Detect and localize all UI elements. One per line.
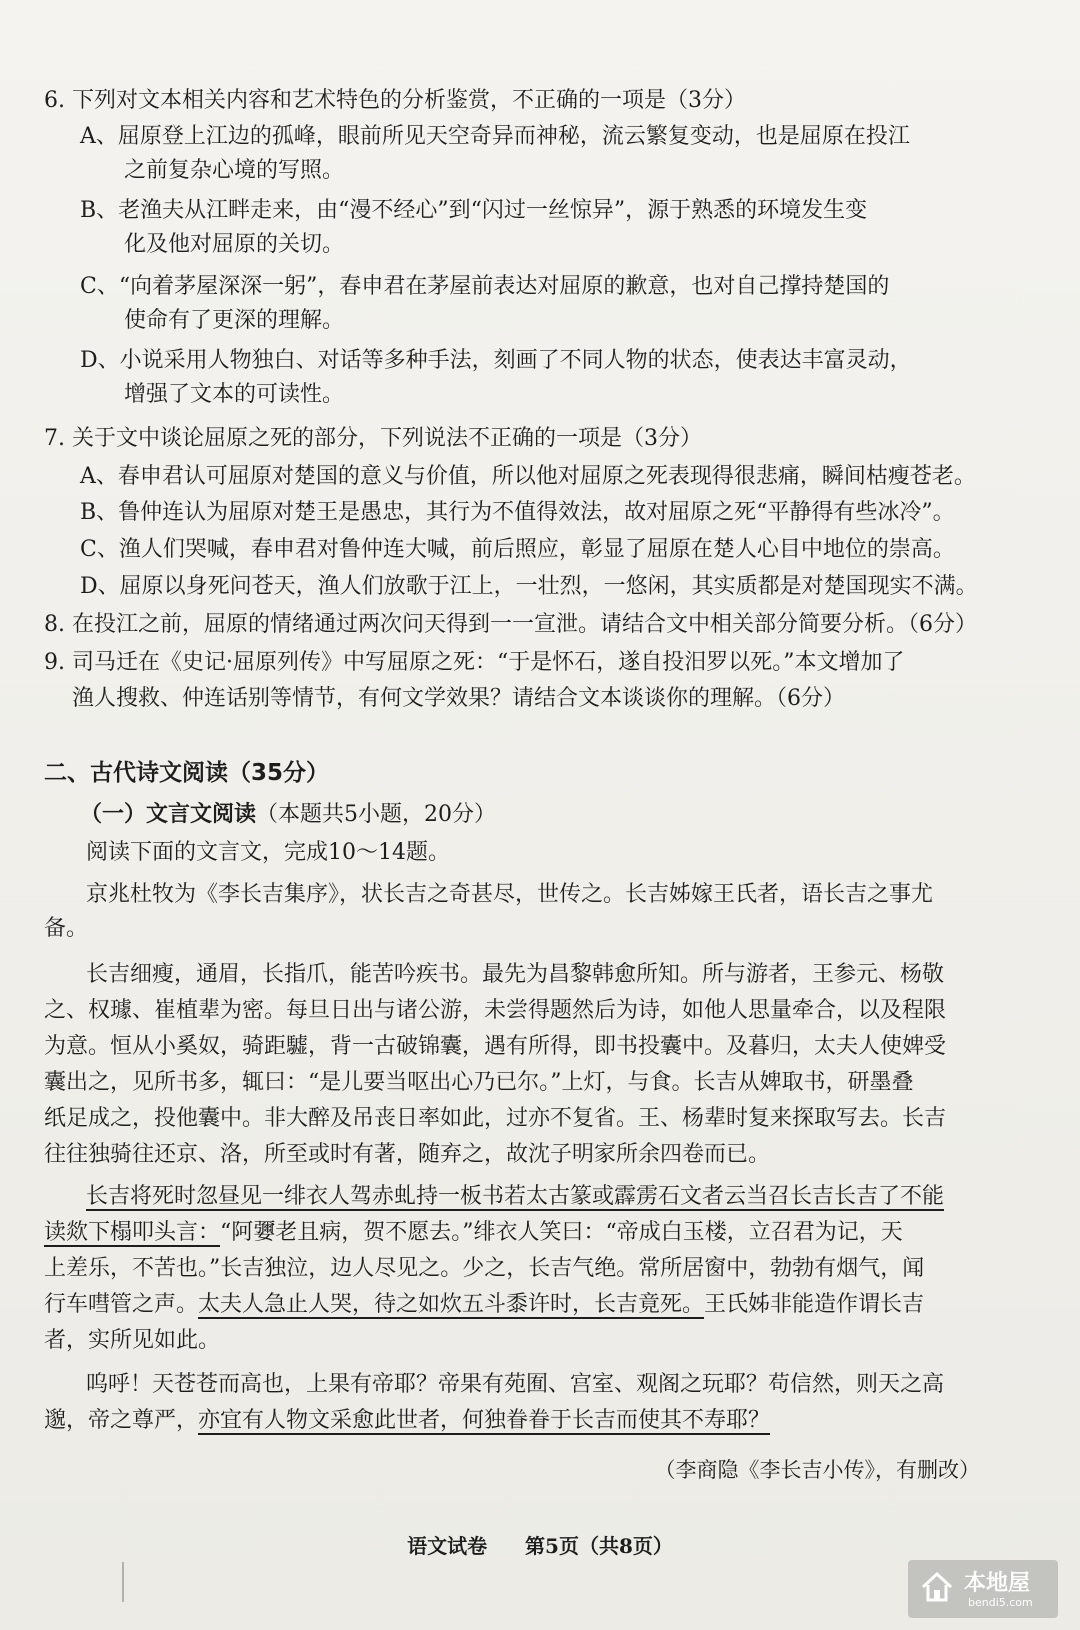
q6-option-c: C、“向着茅屋深深一躬”，春申君在茅屋前表达对屈原的歉意，也对自己撑持楚国的 xyxy=(80,274,890,299)
passage-p3-line2-rest: “阿㜷老且病，贺不愿去。”绯衣人笑曰：“帝成白玉楼，立召君为记，天 xyxy=(220,1220,903,1245)
passage-p4-line1: 呜呼！天苍苍而高也，上果有帝耶？帝果有苑囿、宫室、观阁之玩耶？苟信然，则天之高 xyxy=(86,1372,945,1397)
q8: 8. 在投江之前，屈原的情绪通过两次问天得到一一宣泄。请结合文中相关部分简要分析。（6分） xyxy=(44,612,977,637)
watermark-logo xyxy=(908,1560,1058,1618)
house-icon xyxy=(920,1570,954,1604)
passage-p1-line1: 京兆杜牧为《李长吉集序》，状长吉之奇甚尽，世传之。长吉姊嫁王氏者，语长吉之事尤 xyxy=(86,882,934,907)
passage-p2-line5: 纸足成之，投他囊中。非大醉及吊丧日率如此，过亦不复省。王、杨辈时复来探取写去。长吉 xyxy=(44,1106,947,1131)
passage-p4-line2-start: 邈，帝之尊严， xyxy=(44,1408,199,1433)
passage-p3-line4-start: 行车嘒管之声。 xyxy=(44,1292,199,1317)
underlined-sentence: 读欻下榻叩头言： xyxy=(44,1220,221,1245)
q6-option-d: D、小说采用人物独白、对话等多种手法，刻画了不同人物的状态，使表达丰富灵动， xyxy=(80,348,912,373)
q7-stem: 7. 关于文中谈论屈原之死的部分，下列说法不正确的一项是（3分） xyxy=(44,426,702,451)
q9-line1: 9. 司马迁在《史记·屈原列传》中写屈原之死：“于是怀石，遂自投汨罗以死。”本文增加了 xyxy=(44,650,905,675)
passage-p2-line4: 囊出之，见所书多，辄曰：“是儿要当呕出心乃已尔。”上灯，与食。长吉从婢取书，研墨叠 xyxy=(44,1070,914,1095)
q6-option-b-cont: 化及他对屈原的关切。 xyxy=(124,232,345,257)
passage-p3-line5: 者，实所见如此。 xyxy=(44,1328,221,1353)
q6-option-a-cont: 之前复杂心境的写照。 xyxy=(124,158,345,183)
passage-p3-line2 xyxy=(44,1218,903,1248)
passage-p4-line2 xyxy=(44,1406,770,1436)
passage-p3-line4-end: 王氏姊非能造作谓长吉 xyxy=(704,1292,925,1317)
passage-p2-line6: 往往独骑往还京、洛，所至或时有著，随弃之，故沈子明家所余四卷而已。 xyxy=(44,1142,771,1167)
q7-option-c: C、渔人们哭喊，春申君对鲁仲连大喊，前后照应，彰显了屈原在楚人心目中地位的崇高。 xyxy=(80,537,955,562)
subsection-note: （本题共5小题，20分） xyxy=(256,802,497,827)
underlined-sentence: 亦宜有人物文采愈此世者，何独眷眷于长吉而使其不寿耶？ xyxy=(198,1408,771,1433)
passage-p2-line1: 长吉细瘦，通眉，长指爪，能苦吟疾书。最先为昌黎韩愈所知。所与游者，王参元、杨敬 xyxy=(86,962,945,987)
q6-option-a: A、屈原登上江边的孤峰，眼前所见天空奇异而神秘，流云繁复变动，也是屈原在投江 xyxy=(80,124,910,149)
page-footer xyxy=(0,1530,1080,1559)
q6-stem: 6. 下列对文本相关内容和艺术特色的分析鉴赏，不正确的一项是（3分） xyxy=(44,88,746,113)
passage-p1-line2: 备。 xyxy=(44,916,89,941)
footer-page-number: 第5页（共8页） xyxy=(525,1534,673,1558)
q9-line2: 渔人搜救、仲连话别等情节，有何文学效果？请结合文本谈谈你的理解。（6分） xyxy=(72,686,845,711)
passage-p2-line2: 之、权璩、崔植辈为密。每旦日出与诸公游，未尝得题然后为诗，如他人思量牵合，以及程限 xyxy=(44,998,947,1023)
underlined-sentence: 太夫人急止人哭，待之如炊五斗黍许时，长吉竟死。 xyxy=(198,1292,705,1317)
q7-option-a: A、春申君认可屈原对楚国的意义与价值，所以他对屈原之死表现得很悲痛，瞬间枯瘦苍老。 xyxy=(80,464,976,489)
q6-option-c-cont: 使命有了更深的理解。 xyxy=(124,308,345,333)
footer-subject: 语文试卷 xyxy=(407,1534,488,1558)
watermark-text: 本地屋 xyxy=(964,1571,1031,1596)
section-title: 二、古代诗文阅读（35分） xyxy=(44,760,330,786)
scan-mark xyxy=(122,1562,124,1602)
passage-source: （李商隐《李长吉小传》，有删改） xyxy=(654,1458,980,1482)
instruction: 阅读下面的文言文，完成10～14题。 xyxy=(86,840,450,865)
q7-option-d: D、屈原以身死问苍天，渔人们放歌于江上，一壮烈，一悠闲，其实质都是对楚国现实不满。 xyxy=(80,574,978,599)
passage-p3-line4 xyxy=(44,1290,924,1320)
subsection-title: （一）文言文阅读 xyxy=(80,802,257,827)
q6-option-b: B、老渔夫从江畔走来，由“漫不经心”到“闪过一丝惊异”，源于熟悉的环境发生变 xyxy=(80,198,868,223)
passage-p2-line3: 为意。恒从小奚奴，骑距驉，背一古破锦囊，遇有所得，即书投囊中。及暮归，太夫人使婢受 xyxy=(44,1034,947,1059)
watermark-url: bendi5.com xyxy=(968,1596,1033,1609)
q6-option-d-cont: 增强了文本的可读性。 xyxy=(124,382,345,407)
subsection-heading xyxy=(80,800,496,830)
q7-option-b: B、鲁仲连认为屈原对楚王是愚忠，其行为不值得效法，故对屈原之死“平静得有些冰冷”。 xyxy=(80,500,955,525)
passage-p3-line1: 长吉将死时忽昼见一绯衣人驾赤虬持一板书若太古篆或霹雳石文者云当召长吉长吉了不能 xyxy=(86,1184,945,1209)
passage-p3-line3: 上差乐，不苦也。”长吉独泣，边人尽见之。少之，长吉气绝。常所居窗中，勃勃有烟气，闻 xyxy=(44,1256,925,1281)
